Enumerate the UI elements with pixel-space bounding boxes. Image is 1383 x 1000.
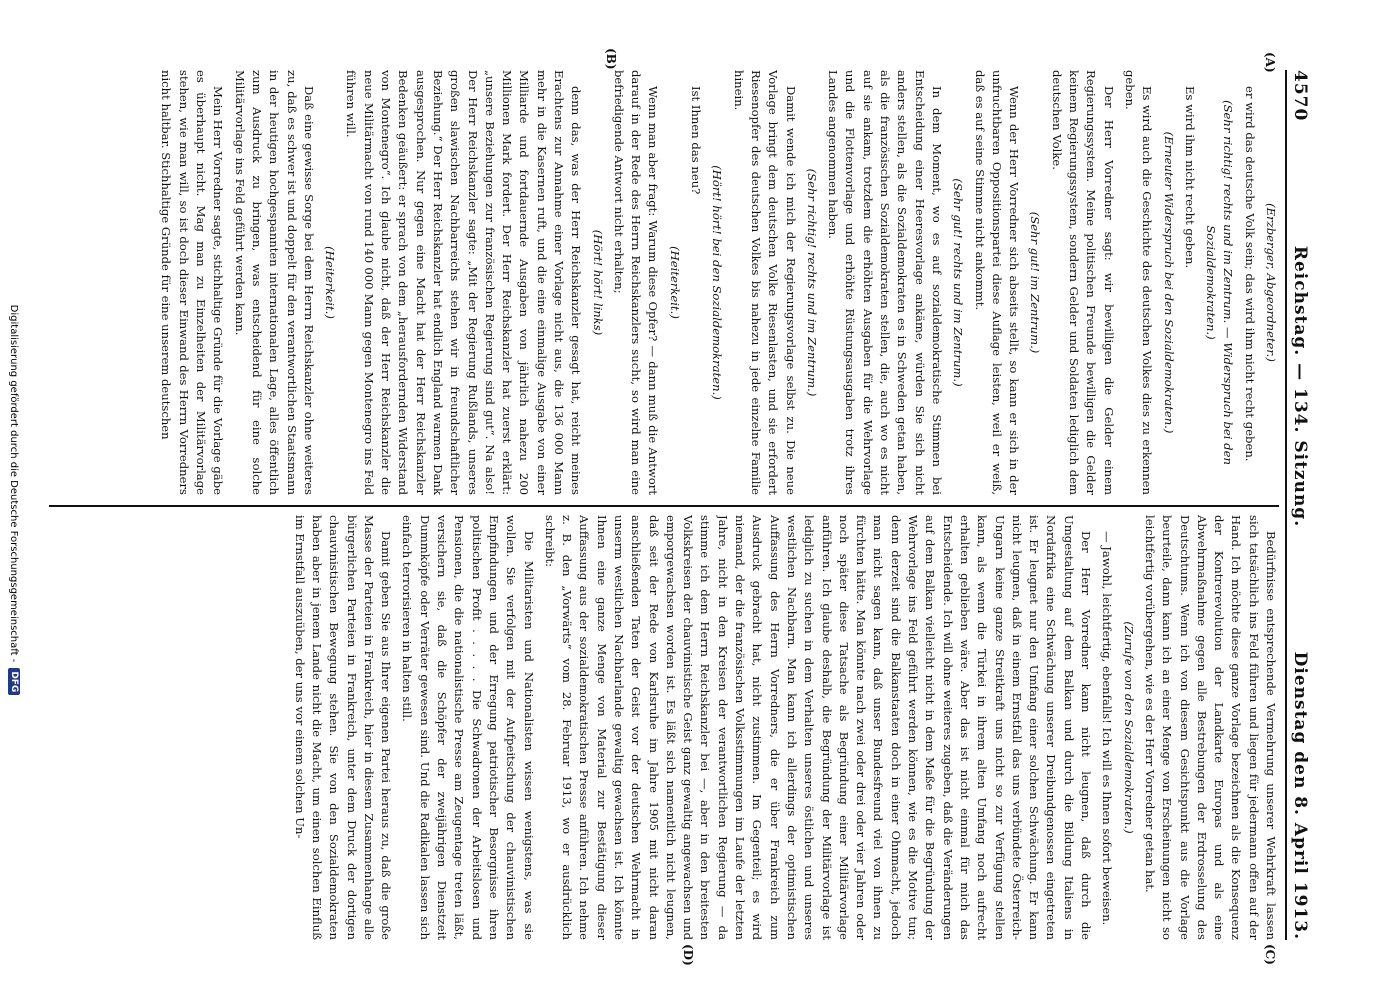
margin-mark-c: (C) — [1263, 944, 1277, 965]
paragraph: denn das, was der Herr Reichskanzler gesagt hat, reicht meines Erachtens zur Annahme einer Vorlage nicht aus, die 136 000 Mann mehr in die Kasernen ruft, und die eine einmalige Ausgabe von einer Milliarde und fortdauernde Ausgaben von jährlich nahezu 200 Millionen Mark fordert. Der Herr Reichskanzler hat zuerst erklärt: „unsere Beziehungen zur französischen Regierung sind gut“. Na also! Der Herr Reichskanzler sagte: „Mit der Regierung Rußlands, unseres großen slawischen Nachbarreichs stehen wir in freundschaftlicher Beziehung.“ Der Herr Reichskanzler hat endlich England warmen Dank ausgesprochen. Nur gegen eine Macht hat der Herr Reichskanzler Bedenken geäußert: er sprach von dem „herausfordernden Widerstand von Montenegro“. Ich glaube nicht, daß der Herr Reichskanzler die neue Militärmacht von rund 140 000 Mann gegen Montenegro ins Feld führen will. — [344, 70, 584, 495]
paragraph: Die Militaristen und Nationalisten wissen wenigstens, was sie wollen. Sie verfolgen mit der Aufpeitschung der chauvinistischen Empfindungen und der Erregung patriotischer Besorgnisse ihren politischen Profit . . . . . Die Schwadronen der Arbeitslosen und Pensionen, die die nationalistische Presse am Zeugentage treten läßt, versichern sie, daß die Schöpfer der zweijährigen Dienstzeit Dummköpfe oder Verräter gewesen sind. Und die Radikalen lassen sich einfach terrorisieren in halten still. — [400, 515, 536, 940]
paragraph: Wenn der Herr Vorredner sich abseits stellt, so kann er sich in der unfruchtbaren Oppositionspartei diese Auflage leisten, weil er weiß, daß es auf seine Stimme nicht ankommt. — [972, 70, 1022, 495]
left-text-column — [39, 70, 1279, 495]
dfg-logo: DFG — [8, 668, 20, 695]
paragraph: (Heiterkeit.) — [667, 246, 682, 319]
paragraph: Es wird auch die Geschichte des deutschen Volkes dies zu erkennen geben. — [1122, 70, 1155, 495]
header-session-title: Reichstag. — 134. Sitzung. — [1290, 245, 1310, 528]
paragraph: (Heiterkeit.) — [323, 246, 338, 319]
right-text-column — [39, 515, 1279, 940]
margin-mark-a: (A) — [1263, 52, 1277, 73]
paragraph: — Jawohl, leichtfertig, ebenfalls! Ich will es Ihnen sofort beweisen. — [1100, 531, 1115, 926]
page-number: 4570 — [1290, 70, 1310, 122]
paragraph: er wird das deutsche Volk sein; das wird ihm nicht recht geben. — [1242, 86, 1257, 462]
margin-mark-b: (B) — [604, 48, 618, 70]
paragraph: Der Herr Vorredner kann nicht leugnen, daß durch die Umgestaltung auf dem Balkan und durch die Bildung Italiens in Nordafrika eine Schwächung unserer Dreibundgenossen eingetreten ist. Er leugnet nur den Umfang einer solchen Schwächung. Er kann nicht leugnen, daß in einem Ernstfall das uns verbündete Österreich-Ungarn keine ganze Streitkraft uns nicht so zur Verfügung stellen kann, als wenn die Türkei in ihrem alten Umfang noch aufrecht erhalten geblieben wäre. Aber das ist nicht einmal für mich das Entscheidende. Ich will ohne weiteres zugeben, daß die Veränderungen auf dem Balkan vielleicht nicht in dem Maße für die Begründung der Wehrvorlage ins Feld geführt werden können, wie es die Motive tun; denn derzeit sind die Balkanstaaten doch in einer Ohnmacht, jedoch man nicht sagen kann, daß unser Bundesfreund viel von ihnen zu fürchten hätte. Man könnte nach zwei oder drei oder vier Jahren oder noch später diese Tatsache als Begründung einer Militärvorlage anführen. Ich glaube deshalb, die Begründung der Militärvorlage ist lediglich zu suchen in dem Verhalten unseres östlichen und unseres westlichen Nachbarn. Man kann ich allerdings der optimistischen Auffassung des Herrn Vorredners, die er über Frankreich zum Ausdruck gebracht hat, nicht zustimmen. Im Gegenteil; es wird niemand, der die französischen Volksstimmungen im Laufe der letzten Jahre, nicht in den Kreisen der verantwortlichen Regierung — da stimme ich dem Herrn Reichskanzler bei —, aber in den breitesten Volkskreisen der chauvinistische Geist ganz gewaltig angewachsen und emporgewachsen worden ist. Es läßt sich namentlich nicht leugnen, daß seit der Rede von Karlsruhe im Jahre 1905 mit nicht daran anschließenden Taten der Geist vor der deutschen Wehrmacht in unserm westlichen Nachbarlande gewaltig gewachsen ist. Ich könnte Ihnen eine ganze Menge von Material zur Bestätigung dieser Auffassung aus der sozialdemokratischen Presse anführen. Ich nehme z. B. den „Vorwärts“ vom 28. Februar 1913, wo er ausdrücklich schreibt: — [542, 515, 1094, 940]
digitization-text: Digitalisierung gefördert durch die Deutsche Forschungsgemeinschaft - — [8, 304, 20, 663]
margin-mark-d: (D) — [681, 944, 695, 966]
paragraph: Es wird ihm nicht recht geben. — [1182, 86, 1197, 269]
paragraph: Der Herr Vorredner sagt: wir bewilligen die Gelder einem Regierungssystem. Meine politischen Freunde bewilligen die Gelder keinem Regierungssystem, sondern Gelder und Soldaten lediglich dem deutschen Volke. — [1049, 70, 1116, 495]
header-rule — [1285, 70, 1287, 940]
paragraph: (Erneuter Widerspruch bei den Sozialdemokraten.) — [1161, 131, 1176, 434]
paragraph: Bedürfnisse entsprechende Vermehrung unserer Wehrkraft lassen sich tatsächlich ins Feld führen und liegen für jedermann offen auf der Hand. Ich möchte diese ganze Vorlage bezeichnen als die Konsequenz der Kontrerevolution der Landkarte Europas und als eine Abwehrmaßnahme gegen alle Bestrebungen der Erdrosselung des Deutschtums. Wenn ich von diesem Gesichtspunkt aus die Vorlage beurteile, dann kann ich an einer Menge von Erscheinungen nicht so leichtfertig vorübergehen, wie es der Herr Vorredner getan hat. — [1142, 515, 1278, 940]
paragraph: (Sehr richtig! rechts und im Zentrum.) — [804, 168, 819, 397]
paragraph: Damit wende ich mich der Regierungsvorlage selbst zu. Die neue Vorlage bringt dem deutschen Volke Riesenlasten, und sie erfordert Riesenopfer des deutschen Volkes bis nahezu in jede einzelne Familie hinein. — [731, 70, 798, 495]
paragraph: Damit geben Sie aus Ihrer eigenen Partei heraus zu, daß die große Masse der Parteien in Frankreich, hier in diesem Zusammenhange alle bürgerlichen Parteien in Frankreich, unter dem Druck der dortigen chauvinistischen Bewegung stehen. Sie von den Sozialdemokraten haben aber in jenem Lande nicht die Macht, um einen solchen Einfluß im Ernstfall auszuüben, der uns vor einem solchen Un- — [292, 515, 394, 940]
paragraph: (Hört! hört! links) — [590, 229, 605, 336]
page-header — [1287, 70, 1313, 940]
header-date: Dienstag den 8. April 1913. — [1290, 651, 1310, 940]
paragraph: (Sehr richtig! rechts und im Zentrum. — Widerspruch bei den Sozialdemokraten.) — [1204, 100, 1236, 465]
paragraph: (Sehr gut! im Zentrum.) — [1028, 211, 1043, 354]
paragraph: (Zurufe von den Sozialdemokraten.) — [1121, 621, 1136, 834]
paragraph: Daß eine gewisse Sorge bei dem Herrn Reichskanzler ohne weiteres zu, daß es schwer ist und doppelt für den verantwortlichen Staatsmann in der heutigen hochgespannten internationalen Lage, alles öffentlich zum Ausdruck zu bringen, was entscheidend für eine solche Militärvorlage ins Feld geführt werden kann. — [232, 70, 316, 495]
paragraph: (Hört! hört! bei den Sozialdemokraten.) — [710, 165, 725, 400]
paragraph: (Sehr gut! rechts und im Zentrum.) — [951, 178, 966, 387]
digitization-note — [5, 0, 23, 1000]
paragraph: Mein Herr Vorredner sagte, stichhaltige Gründe für die Vorlage gäbe es überhaupt nicht. Mag man zu Einzelheiten der Militärvorlage stehen, wie man will, so ist doch dieser Einwand des Herrn Vorredners nicht haltbar. Stichhaltige Gründe für eine unserem deutschen — [159, 70, 226, 495]
column-divider — [49, 505, 1279, 507]
paragraph: In dem Moment, wo es auf sozialdemokratische Stimmen bei Entscheidung einer Heeresvorlage ankäme, würden Sie sich nicht anders stellen, als die Sozialdemokraten es in Schweden getan haben, als die französischen Sozialdemokraten stellen, die, auch wo es nicht auf sie ankam, trotzdem die erhöhten Ausgaben für die Wehrvorlage und die Flottenvorlage und erhöhte Rüstungsausgaben trotz ihres Landes angenommen haben. — [826, 70, 944, 495]
paragraph: Ist Ihnen das neu? — [689, 86, 704, 195]
paragraph: Wenn man aber fragt: Warum diese Opfer? — dann muß die Antwort darauf in der Rede des Herrn Reichskanzlers sucht, so wird man eine befriedigende Antwort nicht erhalten; — [611, 70, 661, 495]
paragraph: (Erzberger, Abgeordneter.) — [1264, 203, 1278, 362]
